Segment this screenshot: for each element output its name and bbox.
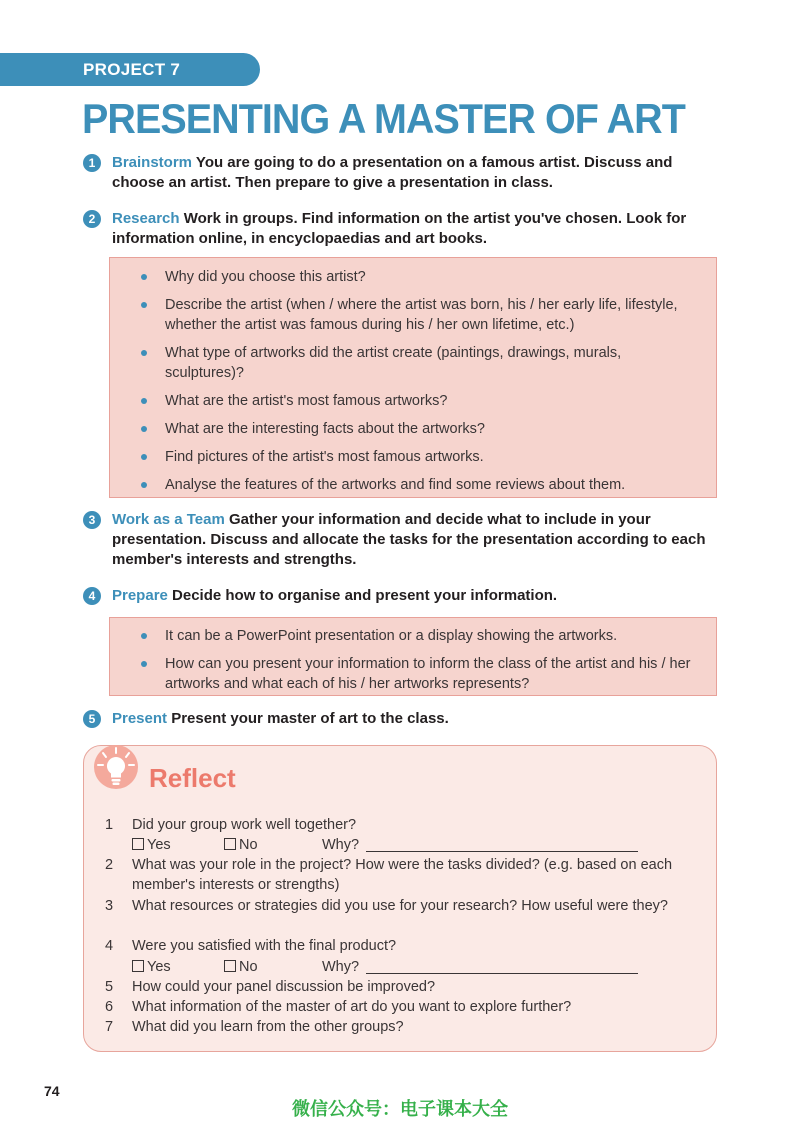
step-research <box>83 209 723 249</box>
bullet-icon <box>141 661 147 667</box>
project-label: PROJECT 7 <box>83 60 181 79</box>
answer-options <box>132 957 652 977</box>
list-item: Why did you choose this artist? <box>110 267 716 287</box>
step-body: Work in groups. Find information on the artist you've chosen. Look for information online, in encyclopaedias and art books. <box>112 210 687 247</box>
step-label: Research <box>112 210 180 227</box>
list-item: How can you present your information to inform the class of the artist and his / her artworks and what each of his / her artworks represents? <box>110 654 716 694</box>
step-text <box>112 153 723 193</box>
list-item: Analyse the features of the artworks and find some reviews about them. <box>110 475 716 495</box>
step-number-badge: 3 <box>83 511 101 529</box>
step-label: Work as a Team <box>112 511 225 528</box>
reflect-question: 5 How could your panel discussion be improved? <box>105 979 436 995</box>
page-title: PRESENTING A MASTER OF ART <box>82 95 685 142</box>
reflect-question: 1 Did your group work well together? <box>105 817 357 833</box>
step-text <box>112 586 723 606</box>
bullet-icon <box>141 398 147 404</box>
step-prepare <box>83 586 723 606</box>
yes-option[interactable]: Yes <box>132 835 171 855</box>
step-brainstorm <box>83 153 723 193</box>
reflect-question: 4 Were you satisfied with the final product? <box>105 938 397 954</box>
checkbox[interactable] <box>224 838 236 850</box>
list-item: What type of artworks did the artist create (paintings, drawings, murals, sculptures)? <box>110 343 716 383</box>
step-text <box>112 209 723 249</box>
no-option[interactable]: No <box>224 957 258 977</box>
bullet-icon <box>141 426 147 432</box>
step-number-badge: 2 <box>83 210 101 228</box>
checkbox[interactable] <box>132 838 144 850</box>
answer-line[interactable] <box>366 973 638 974</box>
project-tab <box>0 53 260 86</box>
step-text <box>112 510 723 570</box>
step-label: Prepare <box>112 587 168 604</box>
bullet-icon <box>141 454 147 460</box>
list-item: It can be a PowerPoint presentation or a display showing the artworks. <box>110 626 716 646</box>
checkbox[interactable] <box>224 960 236 972</box>
step-body: Present your master of art to the class. <box>167 710 449 727</box>
list-item: What are the artist's most famous artworks? <box>110 391 716 411</box>
list-item: Find pictures of the artist's most famous artworks. <box>110 447 716 467</box>
step-label: Brainstorm <box>112 154 193 171</box>
reflect-question: 7 What did you learn from the other groups? <box>105 1019 404 1035</box>
bullet-icon <box>141 350 147 356</box>
why-label: Why? <box>322 837 360 853</box>
step-number-badge: 5 <box>83 710 101 728</box>
footer-caption: 微信公众号：电子课本大全 <box>292 1099 508 1120</box>
research-questions-box <box>109 257 717 498</box>
prepare-tips-box <box>109 617 717 696</box>
step-body: Decide how to organise and present your information. <box>167 587 558 604</box>
reflect-title: Reflect <box>149 763 236 793</box>
step-number-badge: 4 <box>83 587 101 605</box>
no-option[interactable]: No <box>224 835 258 855</box>
step-label: Present <box>112 710 168 727</box>
reflect-question: 3 What resources or strategies did you use for your research? How useful were they? <box>105 898 668 914</box>
list-item: What are the interesting facts about the artworks? <box>110 419 716 439</box>
page-number: 74 <box>44 1083 60 1099</box>
answer-line[interactable] <box>366 851 638 852</box>
step-present <box>83 709 723 729</box>
step-work-as-team <box>83 510 723 570</box>
bullet-icon <box>141 633 147 639</box>
bullet-icon <box>141 302 147 308</box>
step-number-badge: 1 <box>83 154 101 172</box>
why-label: Why? <box>322 959 360 975</box>
bullet-icon <box>141 274 147 280</box>
step-body: You are going to do a presentation on a famous artist. Discuss and choose an artist. Then prepare to give a presentation in class. <box>112 154 673 191</box>
step-text <box>112 709 723 729</box>
list-item: Describe the artist (when / where the artist was born, his / her early life, lifestyle, whether the artist was famous during his / her own lifetime, etc.) <box>110 295 716 335</box>
bullet-icon <box>141 482 147 488</box>
reflect-question: 6 What information of the master of art do you want to explore further? <box>105 999 572 1015</box>
yes-option[interactable]: Yes <box>132 957 171 977</box>
answer-options <box>132 835 652 855</box>
step-body: Gather your information and decide what to include in your presentation. Discuss and allocate the tasks for the presentation according to each member's interests and strengths. <box>112 511 706 568</box>
checkbox[interactable] <box>132 960 144 972</box>
lightbulb-icon <box>92 743 140 791</box>
reflect-question: 2 What was your role in the project? How were the tasks divided? (e.g. based on each member's interests or strengths) <box>105 857 673 893</box>
